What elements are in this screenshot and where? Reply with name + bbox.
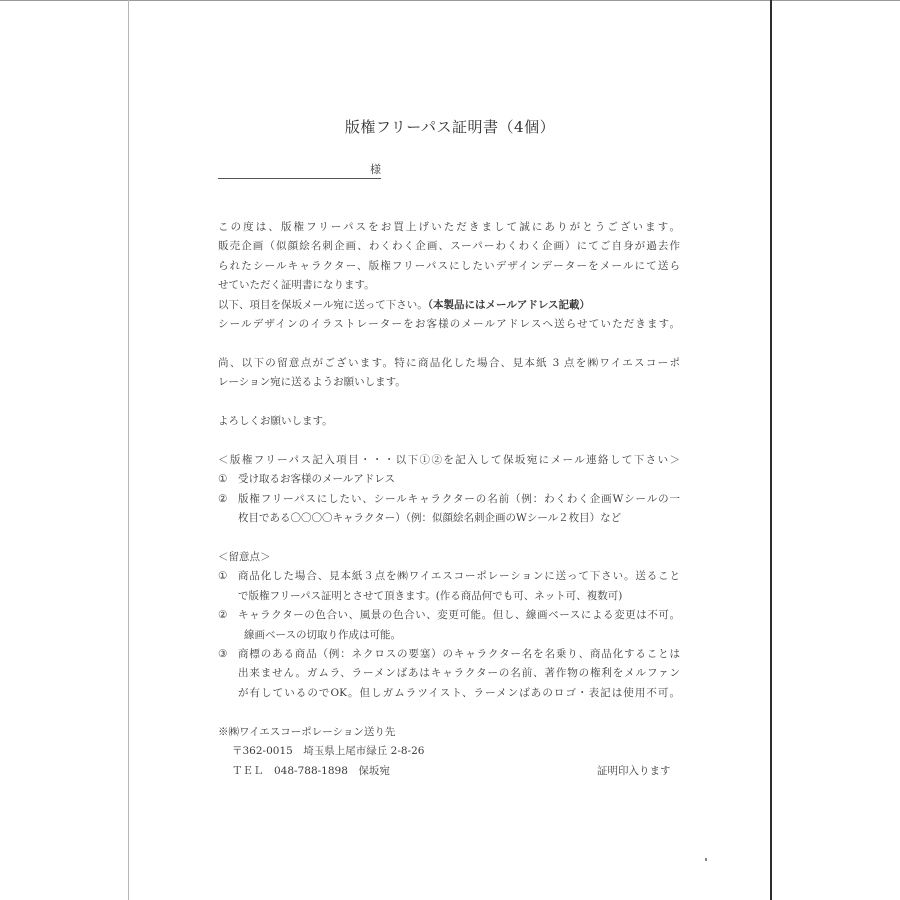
regards-line: よろしくお願いします。 xyxy=(218,415,333,427)
field-2-line-2: 枚目である〇〇〇〇キャラクター）（例：似顔絵名刺企画のWシール２枚目）など xyxy=(238,512,622,524)
sender-postal-address: 〒362-0015 埼玉県上尾市緑丘 2-8-26 xyxy=(232,745,425,757)
note-3-line-2: 出来ません。ガムラ、ラーメンばあはキャラクターの名前、著作物の権利をメルファン xyxy=(238,667,680,679)
note-number-3: ③ xyxy=(218,648,228,660)
note-para-line-2: レーション宛に送るようお願いします。 xyxy=(218,376,406,388)
send-instruction-note: （本製品にはメールアドレス記載） xyxy=(427,299,591,311)
intro-line-3: られたシールキャラクター、版権フリーパスにしたいデザインデーターをメールにて送ら xyxy=(218,260,680,272)
addressee-line xyxy=(218,164,381,179)
designer-line: シールデザインのイラストレーターをお客様のメールアドレスへ送らせていただきます。 xyxy=(218,318,680,330)
field-number-1: ① xyxy=(218,473,228,485)
note-number-2: ② xyxy=(218,609,228,621)
send-instruction-text: 以下、項目を保坂メール宛に送って下さい。 xyxy=(218,299,428,311)
intro-line-4: せていただく証明書になります。 xyxy=(218,279,375,291)
note-1-line-1: 商品化した場合、見本紙３点を㈱ワイエスコーポレーションに送って下さい。送ること xyxy=(238,570,680,582)
certification-stamp-note: 証明印入ります xyxy=(597,765,671,777)
note-3-line-3: が有しているのでOK。但しガムラツイスト、ラーメンばあのロゴ・表記は使用不可。 xyxy=(238,687,680,699)
document-title: 版権フリーパス証明書（4個） xyxy=(344,118,556,136)
note-para-line-1: 尚、以下の留意点がございます。特に商品化した場合、見本紙 3 点を㈱ワイエスコーポ xyxy=(218,357,680,369)
send-instruction-line xyxy=(218,299,680,312)
sender-telephone: ＴＥＬ 048-788-1898 保坂宛 xyxy=(232,765,390,777)
addressee-honorific: 様 xyxy=(370,163,381,176)
intro-line-1: この度は、版権フリーパスをお買上げいただきまして誠にありがとうございます。 xyxy=(218,221,680,233)
field-1-line-1: 受け取るお客様のメールアドレス xyxy=(238,473,395,485)
sender-heading: ※㈱ワイエスコーポレーション送り先 xyxy=(218,726,396,738)
fields-header: ＜版権フリーパス記入項目・・・以下①②を記入して保坂宛にメール連絡して下さい＞ xyxy=(218,454,680,466)
scan-speck xyxy=(705,858,707,861)
note-number-1: ① xyxy=(218,570,228,582)
field-2-line-1: 版権フリーパスにしたい、シールキャラクターの名前（例：わくわく企画Wシールの一 xyxy=(238,493,680,505)
notes-header: ＜留意点＞ xyxy=(218,551,271,563)
intro-line-2: 販売企画（似顔絵名刺企画、わくわく企画、スーパーわくわく企画）にてご自身が過去作 xyxy=(218,240,680,252)
note-1-line-2: で版権フリーパス証明とさせて頂きます。(作る商品何でも可、ネット可、複数可) xyxy=(238,590,623,602)
note-2-line-1: キャラクターの色合い、風景の色合い、変更可能。但し、線画ベースによる変更は不可。 xyxy=(238,609,680,621)
field-number-2: ② xyxy=(218,493,228,505)
note-3-line-1: 商標のある商品（例：ネクロスの要塞）のキャラクター名を名乗り、商品化することは xyxy=(238,648,680,660)
note-2-line-2: 線画ベースの切取り作成は可能。 xyxy=(244,629,401,641)
